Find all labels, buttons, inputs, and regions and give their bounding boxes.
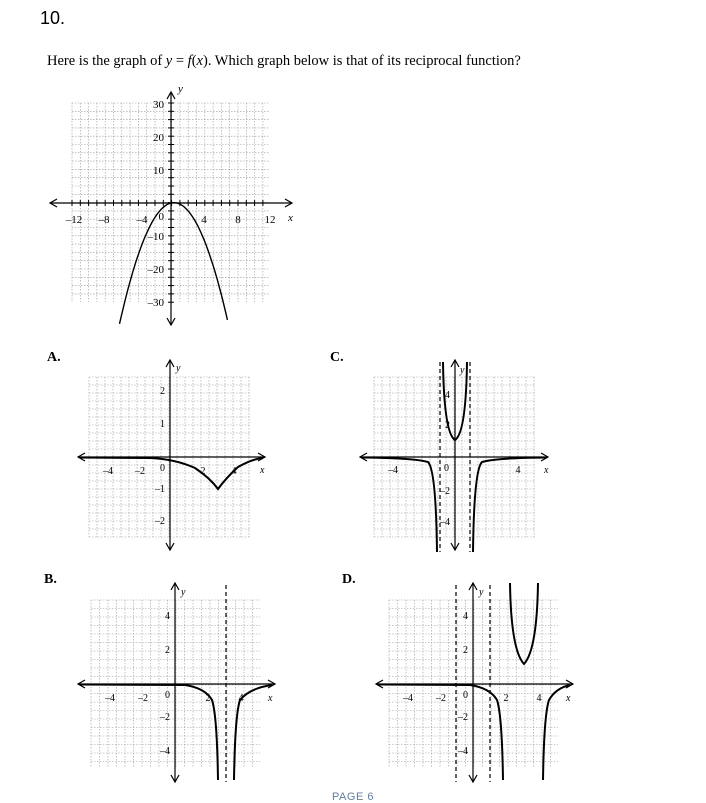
option-c-ytick-2: –2 (440, 486, 450, 497)
option-c-xtick-0: –4 (388, 465, 398, 476)
option-d-y-label: y (479, 587, 484, 598)
option-b-xtick-0: –4 (105, 693, 115, 704)
option-d-ytick-2: –2 (458, 712, 468, 723)
option-d-xtick-0: –4 (403, 693, 413, 704)
main-ytick-0: 30 (153, 99, 164, 111)
option-d-ytick-0: 4 (463, 611, 468, 622)
option-b-ytick-1: 2 (165, 645, 170, 656)
main-y-label: y (178, 83, 183, 95)
main-xtick-0: –12 (65, 214, 83, 226)
main-xtick-1: –8 (98, 214, 110, 226)
option-b-x-label: x (268, 693, 273, 704)
option-c-ytick-1: 2 (445, 420, 450, 431)
option-d-origin: 0 (463, 690, 468, 701)
option-a-ytick-2: –1 (155, 484, 165, 495)
option-a-xtick-0: –4 (103, 466, 113, 477)
option-a-y-label: y (176, 363, 181, 374)
option-a-xtick-1: –2 (135, 466, 145, 477)
main-ytick-5: –30 (147, 297, 164, 309)
option-d-x-label: x (566, 693, 571, 704)
option-b-xtick-1: –2 (138, 693, 148, 704)
option-c-origin: 0 (444, 463, 449, 474)
option-b-ytick-2: –2 (160, 712, 170, 723)
option-a-ytick-3: –2 (155, 516, 165, 527)
main-ytick-3: –10 (147, 231, 164, 243)
option-b-origin: 0 (165, 690, 170, 701)
option-b-xtick-3: 4 (238, 693, 244, 704)
main-xtick-3: 4 (201, 214, 207, 226)
page-footer: PAGE 6 (332, 791, 374, 803)
question-number: 10. (40, 8, 66, 28)
option-b-ytick-3: –4 (160, 746, 170, 757)
question-prompt: Here is the graph of y = f(x). Which graph below is that of its reciprocal function? (47, 53, 521, 69)
main-ytick-2: 10 (153, 165, 164, 177)
main-x-label: x (288, 212, 293, 224)
option-d-ytick-3: –4 (458, 746, 468, 757)
main-ytick-1: 20 (153, 132, 164, 144)
option-c-label[interactable]: C. (330, 350, 344, 365)
option-c-y-label: y (460, 365, 465, 376)
option-c-ytick-0: 4 (445, 390, 450, 401)
option-d-xtick-1: –2 (436, 693, 446, 704)
option-a-ytick-0: 2 (160, 386, 165, 397)
option-b-y-label: y (181, 587, 186, 598)
option-a-label[interactable]: A. (47, 350, 61, 365)
main-ytick-4: –20 (147, 264, 164, 276)
option-a-ytick-1: 1 (160, 419, 165, 430)
option-a-x-label: x (260, 465, 265, 476)
option-a-xtick-2: 2 (200, 466, 206, 477)
option-c-xtick-1: 4 (515, 465, 521, 476)
option-d-xtick-3: 4 (536, 693, 542, 704)
option-c-ytick-3: –4 (440, 517, 450, 528)
option-c-x-label: x (544, 465, 549, 476)
option-b-label[interactable]: B. (44, 572, 57, 587)
option-d-xtick-2: 2 (503, 693, 509, 704)
option-d-label[interactable]: D. (342, 572, 356, 587)
main-xtick-4: 8 (235, 214, 241, 226)
main-xtick-2: –4 (136, 214, 148, 226)
main-origin: 0 (158, 211, 164, 223)
option-b-xtick-2: 2 (205, 693, 211, 704)
option-d-ytick-1: 2 (463, 645, 468, 656)
option-a-origin: 0 (160, 463, 165, 474)
option-a-xtick-3: 4 (231, 466, 237, 477)
option-b-ytick-0: 4 (165, 611, 170, 622)
main-xtick-5: 12 (264, 214, 276, 226)
